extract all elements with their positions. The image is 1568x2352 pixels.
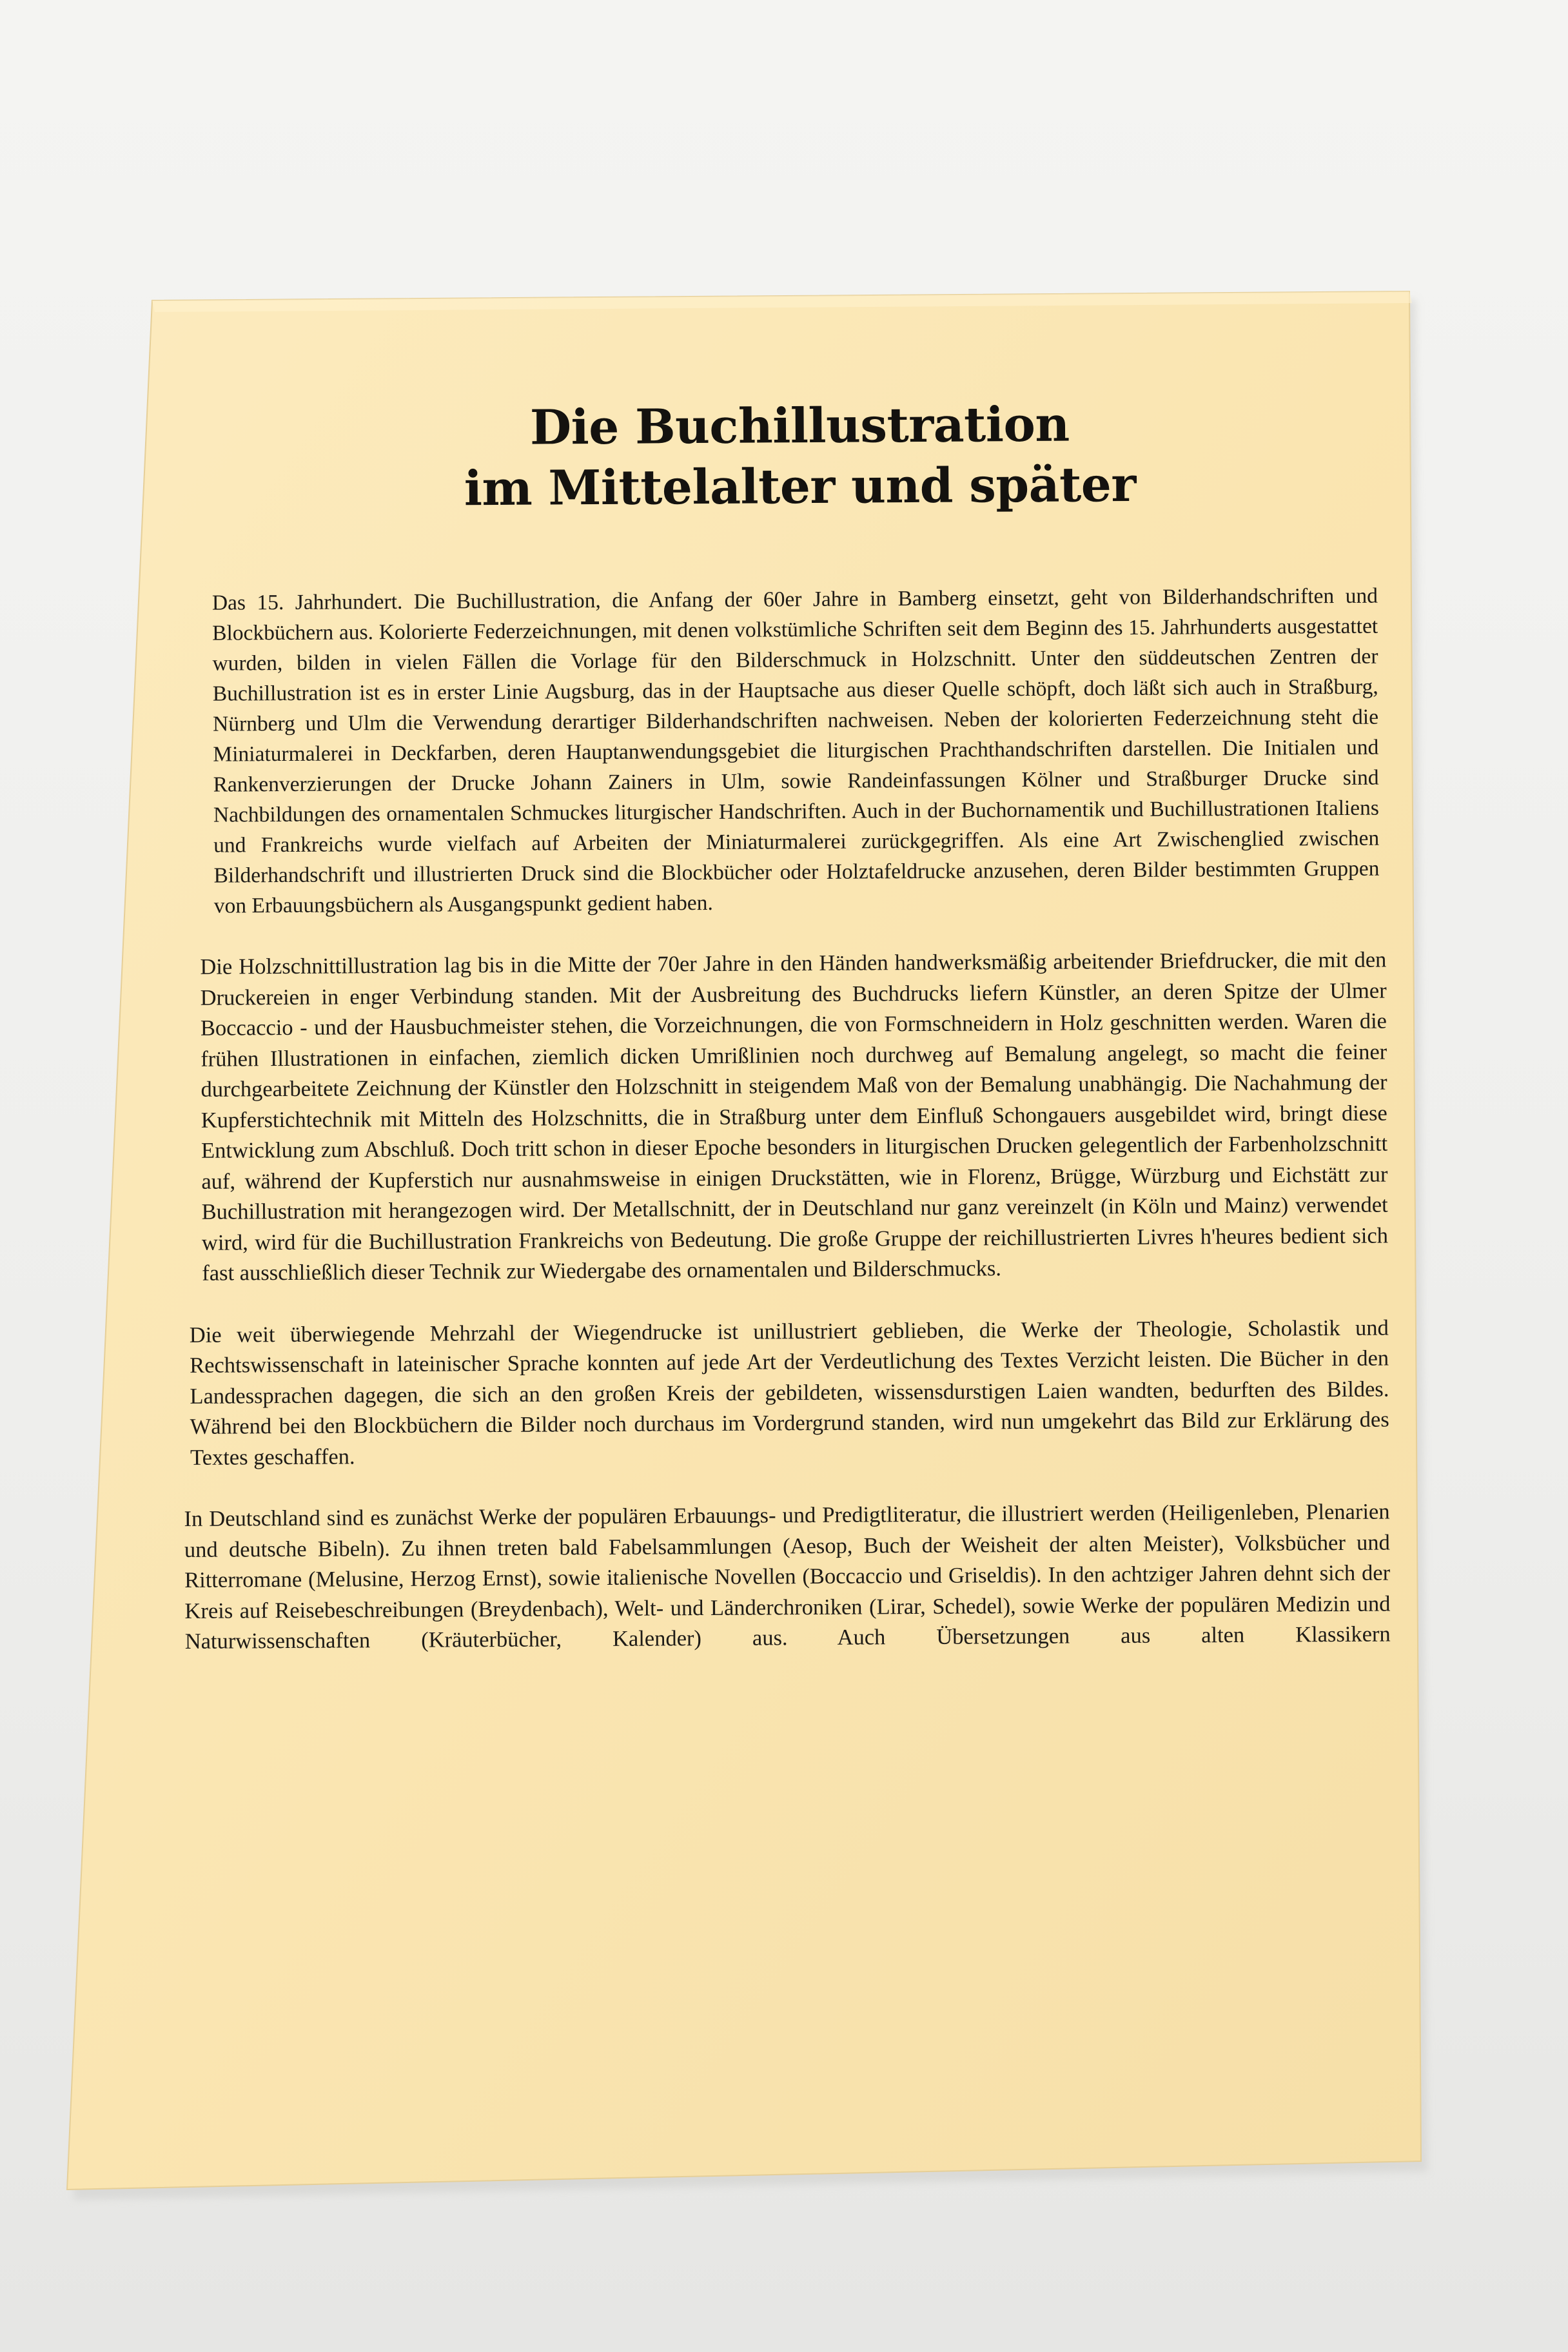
paragraph-4: In Deutschland sind es zunächst Werke der populären Erbauungs- und Predigtliteratur, die illustriert werden (Heiligenleben, Plenarien und deutsche Bibeln). Zu ihnen treten bald Fabelsammlungen (Aesop, Buch der Weisheit der alten Meister), Volksbücher und Ritterromane (Melusine, Herzog Ernst), sowie italienische Novellen (Boccaccio und Griseldis). In den achtziger Jahren dehnt sich der Kreis auf Reisebeschreibungen (Breydenbach), Welt- und Länderchroniken (Lirar, Schedel), sowie Werke der populären Medizin und Naturwissenschaften (Kräuterbücher, Kalender) aus. Auch Übersetzungen aus alten Klassikern [184, 1499, 1391, 1654]
paragraph-1: Das 15. Jahrhundert. Die Buchillustration, die Anfang der 60er Jahre in Bamberg einsetzt, geht von Bilderhandschriften und Blockbüchern aus. Kolorierte Federzeichnungen, mit denen volkstümliche Schriften seit dem Beginn des 15. Jahrhunderts ausgestattet wurden, bilden in vielen Fällen die Vorlage für den Bilderschmuck in Holzschnitt. Unter den süddeutschen Zentren der Buchillustration ist es in erster Linie Augsburg, das in der Hauptsache aus dieser Quelle schöpft, doch läßt sich auch in Straßburg, Nürnberg und Ulm die Verwendung derartiger Bilderhandschriften nachweisen. Neben der kolorierten Federzeichnung steht die Miniaturmalerei in Deckfarben, deren Hauptanwendungsgebiet die liturgischen Prachthandschriften darstellen. Die Initialen und Rankenverzierungen der Drucke Johann Zainers in Ulm, sowie Randeinfassungen Kölner und Straßburger Drucke sind Nachbildungen des ornamentalen Schmuckes liturgischer Handschriften. Auch in der Buchornamentik und Buchillustrationen Italiens und Frankreichs wurde vielfach auf Arbeiten der Miniaturmalerei zurückgegriffen. Als eine Art Zwischenglied zwischen Bilderhandschrift und illustrierten Druck sind die Blockbücher oder Holztafeldrucke anzusehen, deren Bilder bestimmten Gruppen von Erbauungsbüchern als Ausgangspunkt gedient haben. [211, 583, 1380, 918]
document-title [177, 393, 1384, 521]
paragraph-2: Die Holzschnittillustration lag bis in die Mitte der 70er Jahre in den Händen handwerksmäßig arbeitender Briefdrucker, die mit den Druckereien in enger Verbindung standen. Mit der Ausbreitung des Buchdrucks liefern Künstler, an deren Spitze der Ulmer Boccaccio - und der Hausbuchmeister stehen, die Vorzeichnungen, die von Formschneidern in Holz geschnitten werden. Waren die frühen Illustrationen in einfachen, ziemlich dicken Umrißlinien noch durchweg auf Bemalung angelegt, so macht die feiner durchgearbeitete Zeichnung der Künstler den Holzschnitt in steigendem Maß von der Bemalung unabhängig. Die Nachahmung der Kupferstichtechnik mit Mitteln des Holzschnitts, die in Straßburg unter dem Einfluß Schongauers ausgebildet wird, bringt diese Entwicklung zum Abschluß. Doch tritt schon in dieser Epoche besonders in liturgischen Drucken gelegentlich der Farbenholzschnitt auf, während der Kupferstich nur ausnahmsweise in einigen Druckstätten, wie in Florenz, Brügge, Würzburg und Eichstätt zur Buchillustration mit herangezogen wird. Der Metallschnitt, der in Deutschland nur ganz vereinzelt (in Köln und Mainz) verwendet wird, wird für die Buchillustration Frankreichs von Bedeutung. Die große Gruppe der reichillustrierten Livres h'heures bedient sich fast ausschließlich dieser Technik zur Wiedergabe des ornamentalen und Bilderschmucks. [200, 947, 1389, 1286]
title-line-2: im Mittelalter und später [464, 456, 1137, 517]
title-line-1: Die Buchillustration [529, 397, 1070, 456]
document-content [177, 393, 1391, 1658]
paragraph-3: Die weit überwiegende Mehrzahl der Wiegendrucke ist unillustriert geblieben, die Werke der Theologie, Scholastik und Rechtswissenschaft in lateinischer Sprache konnten auf jede Art der Verdeutlichung des Textes Verzicht leisten. Die Bücher in den Landessprachen dagegen, die sich an den großen Kreis der gebildeten, wissensdurstigen Laien wandten, bedurften des Bildes. Während bei den Blockbüchern die Bilder noch durchaus im Vordergrund standen, wird nun umgekehrt das Bild zur Erklärung des Textes geschaffen. [189, 1315, 1389, 1470]
